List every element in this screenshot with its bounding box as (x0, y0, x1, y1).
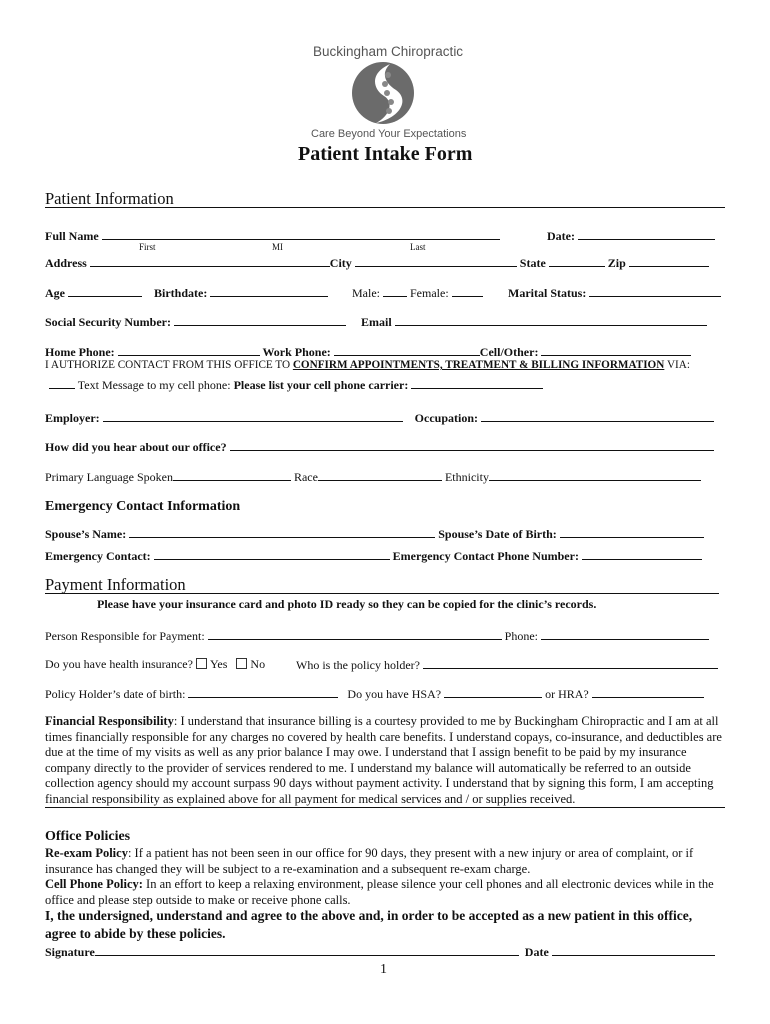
section-heading-emergency: Emergency Contact Information (45, 499, 241, 514)
spine-logo-icon (350, 60, 416, 126)
phone-field[interactable] (541, 628, 709, 640)
employer-label: Employer: (45, 411, 100, 425)
hsa-field[interactable] (444, 686, 542, 698)
state-field[interactable] (549, 255, 605, 267)
female-label: Female: (410, 286, 449, 300)
first-caption: First (139, 242, 156, 252)
policy-holder-field[interactable] (423, 657, 718, 669)
spouse-dob-label: Spouse’s Date of Birth: (438, 527, 557, 541)
state-label: State (519, 256, 546, 270)
hra-field[interactable] (592, 686, 704, 698)
holder-dob-field[interactable] (188, 686, 338, 698)
male-label: Male: (352, 286, 380, 300)
cell-phone-policy: Cell Phone Policy: In an effort to keep a relaxing environment, please silence your cell phones and all electronic devices while in the office and please step outside to make or receive phone calls. (45, 877, 714, 907)
work-phone-label: Work Phone: (262, 345, 331, 359)
no-checkbox[interactable] (236, 658, 247, 669)
marital-field[interactable] (589, 285, 721, 297)
ethnicity-field[interactable] (489, 469, 701, 481)
employer-field[interactable] (103, 410, 403, 422)
emergency-phone-field[interactable] (582, 548, 702, 560)
text-message-field[interactable] (49, 377, 75, 389)
email-label: Email (360, 315, 392, 329)
section-divider (45, 807, 725, 808)
spouse-dob-field[interactable] (560, 526, 704, 538)
emergency-contact-label: Emergency Contact: (45, 549, 151, 563)
phone-label: Phone: (504, 629, 538, 643)
clinic-tagline: Care Beyond Your Expectations (311, 128, 467, 140)
signature-label: Signature (45, 945, 95, 959)
birthdate-label: Birthdate: (154, 286, 208, 300)
zip-field[interactable] (629, 255, 709, 267)
responsible-field[interactable] (208, 628, 502, 640)
ssn-label: Social Security Number: (45, 315, 171, 329)
section-heading-policies: Office Policies (45, 829, 131, 844)
address-field[interactable] (90, 255, 330, 267)
authorize-via: VIA: (666, 359, 690, 371)
reexam-policy: Re-exam Policy: If a patient has not been seen in our office for 90 days, they present with a new injury or area of complaint, or if insurance has changed they will be subject to a re-examination and a subsequent re-exam charge. (45, 846, 694, 876)
carrier-field[interactable] (411, 377, 543, 389)
occupation-field[interactable] (481, 410, 714, 422)
section-divider (45, 207, 725, 208)
city-label: City (329, 256, 352, 270)
signature-field[interactable] (95, 944, 519, 956)
hear-label: How did you hear about our office? (45, 440, 227, 454)
race-field[interactable] (318, 469, 442, 481)
clinic-name: Buckingham Chiropractic (313, 44, 464, 59)
city-field[interactable] (355, 255, 517, 267)
policy-holder-label: Who is the policy holder? (296, 658, 420, 672)
date-label: Date: (547, 229, 575, 243)
home-phone-field[interactable] (118, 344, 260, 356)
language-field[interactable] (173, 469, 291, 481)
financial-responsibility: Financial Responsibility: I understand that insurance billing is a courtesy provided to me by Buckingham Chiropractic and I am at all times financially responsible for any charges no covered by health care benefits. I understand copays, co-insurance, and deductibles are due at the time of my visits as well as any prior balance I may owe. I understand that I assign benefit to be paid by my insurance company directly to the provider of services rendered to me. I understand my balance will automatically be referred to an outside collection agency should my account surpass 90 days without payment activity. I understand that by signing this form, I am accepting financial responsibility as explained above for all payment for medical services and / or supplies received. (45, 714, 722, 806)
male-field[interactable] (383, 285, 407, 297)
hra-label: or HRA? (545, 687, 589, 701)
race-label: Race (293, 470, 318, 484)
female-field[interactable] (452, 285, 483, 297)
authorize-text: I AUTHORIZE CONTACT FROM THIS OFFICE TO (45, 359, 291, 371)
emergency-contact-field[interactable] (154, 548, 390, 560)
language-label: Primary Language Spoken (45, 470, 173, 484)
birthdate-field[interactable] (210, 285, 328, 297)
responsible-label: Person Responsible for Payment: (45, 629, 205, 643)
insurance-notice: Please have your insurance card and photo ID ready so they can be copied for the clinic’s records. (97, 597, 597, 611)
address-label: Address (45, 256, 87, 270)
age-label: Age (45, 286, 65, 300)
spouse-name-field[interactable] (129, 526, 435, 538)
no-label: No (250, 657, 266, 671)
ssn-field[interactable] (174, 314, 346, 326)
full-name-field[interactable] (102, 228, 500, 240)
marital-label: Marital Status: (508, 286, 587, 300)
section-divider (45, 593, 719, 594)
authorize-emphasis: CONFIRM APPOINTMENTS, TREATMENT & BILLING INFORMATION (292, 359, 665, 371)
yes-label: Yes (209, 657, 228, 671)
signature-date-label: Date (524, 945, 549, 959)
cell-field[interactable] (541, 344, 691, 356)
home-phone-label: Home Phone: (45, 345, 115, 359)
section-heading-payment: Payment Information (45, 575, 186, 594)
date-field[interactable] (578, 228, 715, 240)
ethnicity-label: Ethnicity (444, 470, 489, 484)
last-caption: Last (410, 242, 426, 252)
health-insurance-label: Do you have health insurance? (45, 657, 193, 671)
age-field[interactable] (68, 285, 142, 297)
carrier-label: Please list your cell phone carrier: (233, 378, 409, 392)
text-message-label: Text Message to my cell phone: (77, 378, 231, 392)
signature-date-field[interactable] (552, 944, 715, 956)
full-name-label: Full Name (45, 229, 99, 243)
yes-checkbox[interactable] (196, 658, 207, 669)
page-number: 1 (380, 962, 387, 977)
hsa-label: Do you have HSA? (347, 687, 442, 701)
zip-label: Zip (607, 256, 626, 270)
agreement-statement: I, the undersigned, understand and agree to the above and, in order to be accepted as a new patient in this office, agree to abide by these policies. (45, 908, 693, 941)
emergency-phone-label: Emergency Contact Phone Number: (392, 549, 579, 563)
hear-field[interactable] (230, 439, 714, 451)
work-phone-field[interactable] (334, 344, 480, 356)
email-field[interactable] (395, 314, 707, 326)
spouse-name-label: Spouse’s Name: (45, 527, 127, 541)
mi-caption: MI (272, 242, 283, 252)
holder-dob-label: Policy Holder’s date of birth: (45, 687, 186, 701)
occupation-label: Occupation: (414, 411, 478, 425)
cell-label: Cell/Other: (479, 345, 539, 359)
page-title: Patient Intake Form (298, 143, 473, 165)
section-heading-patient: Patient Information (45, 189, 174, 208)
